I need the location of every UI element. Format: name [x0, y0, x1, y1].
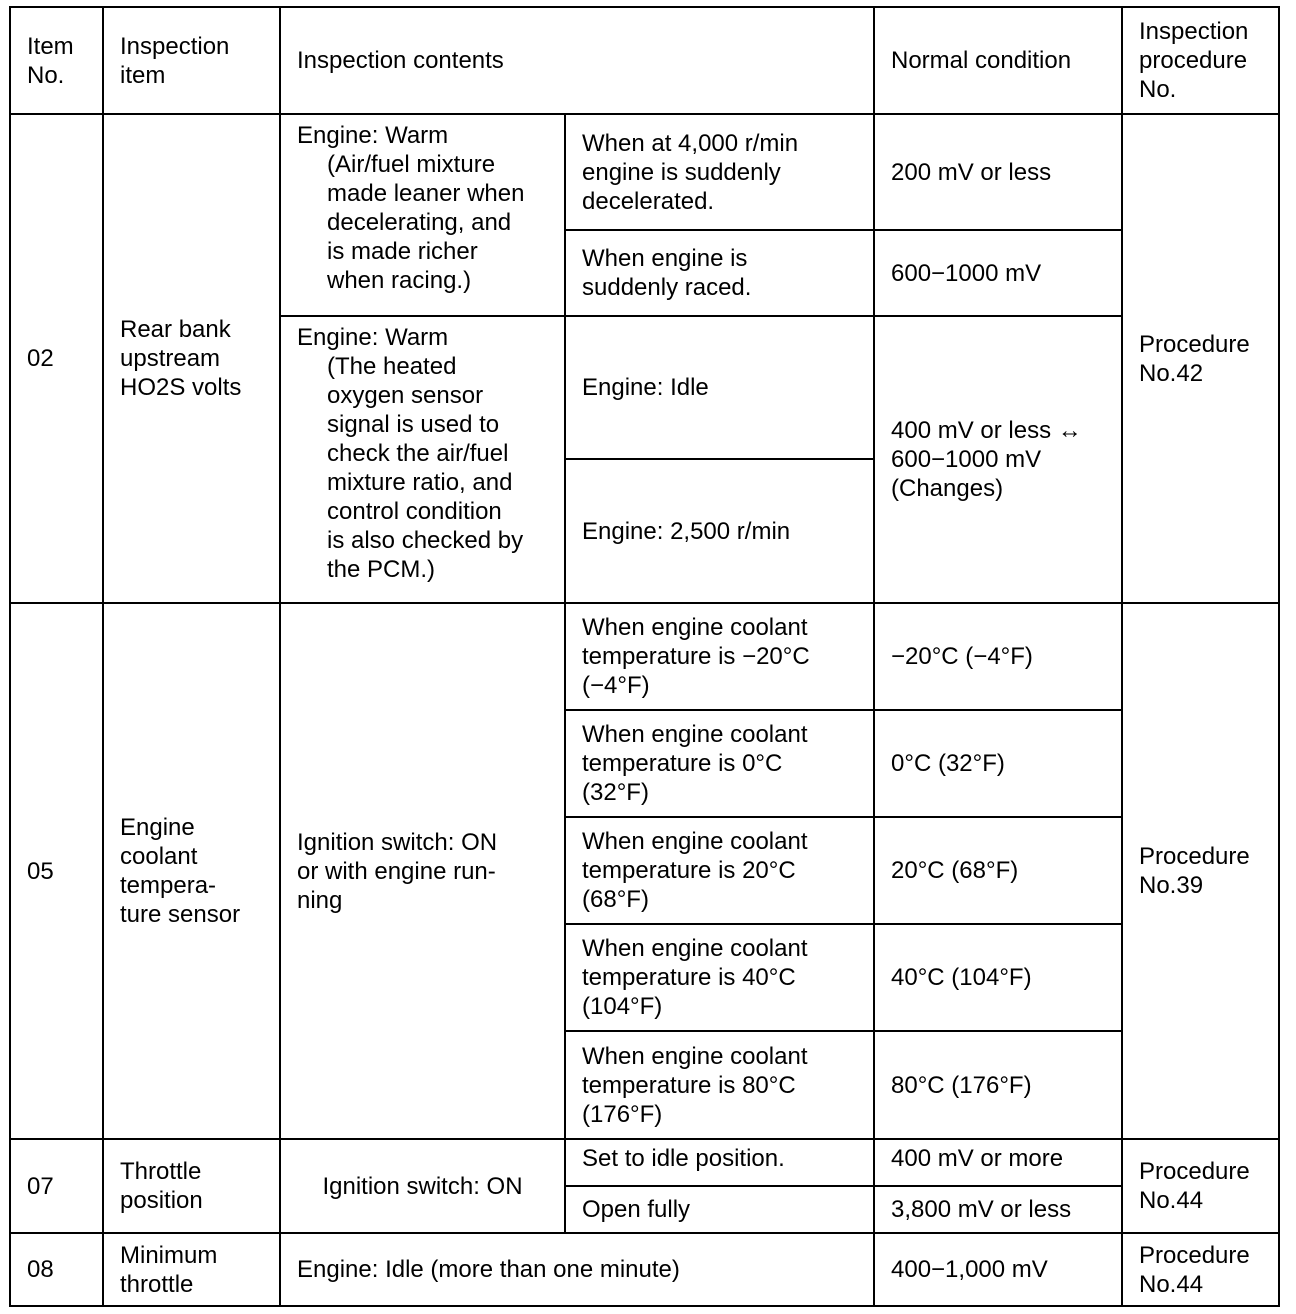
normal-05-80: 80°C (176°F): [874, 1031, 1122, 1139]
normal-05-minus20: −20°C (−4°F): [874, 603, 1122, 710]
subcontents-02-idle: Engine: Idle: [565, 316, 874, 459]
normal-02-changes: 400 mV or less ↔ 600−1000 mV (Changes): [874, 316, 1122, 603]
subcontents-07-idle: Set to idle position.: [565, 1139, 874, 1186]
inspection-table: [9, 6, 1280, 1307]
header-inspection-item: Inspection item: [103, 7, 280, 114]
normal-05-40: 40°C (104°F): [874, 924, 1122, 1031]
subcontents-02-raced: When engine is suddenly raced.: [565, 230, 874, 316]
normal-05-0: 0°C (32°F): [874, 710, 1122, 817]
item-no-08: 08: [10, 1233, 103, 1306]
procedure-05: Procedure No.39: [1122, 603, 1279, 1139]
subcontents-05-20: When engine coolant temperature is 20°C (68°F): [565, 817, 874, 924]
normal-08: 400−1,000 mV: [874, 1233, 1122, 1306]
procedure-07: Procedure No.44: [1122, 1139, 1279, 1233]
normal-02-decel: 200 mV or less: [874, 114, 1122, 230]
subcontents-05-0: When engine coolant temperature is 0°C (32°F): [565, 710, 874, 817]
subcontents-02-2500: Engine: 2,500 r/min: [565, 459, 874, 603]
procedure-02: Procedure No.42: [1122, 114, 1279, 603]
table-row: [10, 1233, 1279, 1306]
header-inspection-contents: Inspection contents: [280, 7, 874, 114]
contents-02-group1: Engine: Warm (Air/fuel mixture made leaner when decelerating, and is made richer when racing.): [280, 114, 565, 316]
contents-07: Ignition switch: ON: [280, 1139, 565, 1233]
normal-05-20: 20°C (68°F): [874, 817, 1122, 924]
contents-02-group2: Engine: Warm (The heated oxygen sensor signal is used to check the air/fuel mixture ratio, and control condition is also checked by the PCM.): [280, 316, 565, 603]
header-item-no: Item No.: [10, 7, 103, 114]
item-no-02: 02: [10, 114, 103, 603]
inspection-item-05: Engine coolant tempera- ture sensor: [103, 603, 280, 1139]
subcontents-07-open: Open fully: [565, 1186, 874, 1233]
table-row: [10, 1139, 1279, 1186]
procedure-08: Procedure No.44: [1122, 1233, 1279, 1306]
item-no-05: 05: [10, 603, 103, 1139]
header-normal-condition: Normal condition: [874, 7, 1122, 114]
table-row: [10, 114, 1279, 230]
normal-02-raced: 600−1000 mV: [874, 230, 1122, 316]
normal-07-idle: 400 mV or more: [874, 1139, 1122, 1186]
subcontents-05-minus20: When engine coolant temperature is −20°C (−4°F): [565, 603, 874, 710]
subcontents-02-decel: When at 4,000 r/min engine is suddenly decelerated.: [565, 114, 874, 230]
contents-05: Ignition switch: ON or with engine run- ning: [280, 603, 565, 1139]
subcontents-05-40: When engine coolant temperature is 40°C (104°F): [565, 924, 874, 1031]
contents-08: Engine: Idle (more than one minute): [280, 1233, 874, 1306]
inspection-item-07: Throttle position: [103, 1139, 280, 1233]
normal-07-open: 3,800 mV or less: [874, 1186, 1122, 1233]
table-row: [10, 603, 1279, 710]
inspection-item-02: Rear bank upstream HO2S volts: [103, 114, 280, 603]
subcontents-05-80: When engine coolant temperature is 80°C (176°F): [565, 1031, 874, 1139]
inspection-item-08: Minimum throttle: [103, 1233, 280, 1306]
header-procedure-no: Inspection procedure No.: [1122, 7, 1279, 114]
item-no-07: 07: [10, 1139, 103, 1233]
header-row: [10, 7, 1279, 114]
